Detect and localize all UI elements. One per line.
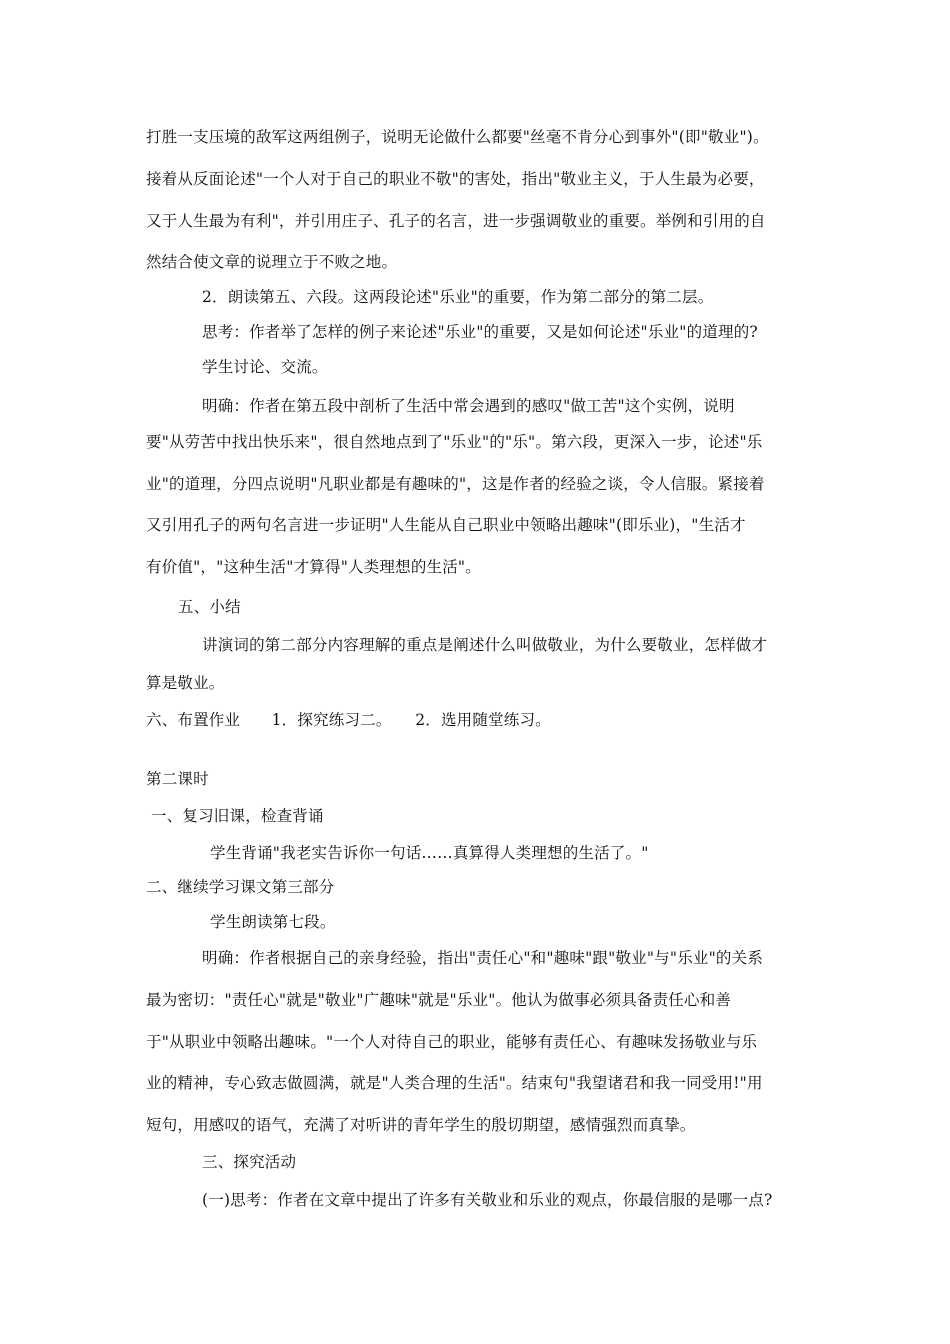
text-line: (一)思考：作者在文章中提出了许多有关敬业和乐业的观点，你最信服的是哪一点? — [202, 1191, 773, 1209]
text-line: 又引用孔子的两句名言进一步证明"人生能从自己职业中领略出趣味"(即乐业)，"生活才 — [146, 516, 746, 534]
text-line: 明确：作者在第五段中剖析了生活中常会遇到的感叹"做工苦"这个实例，说明 — [202, 397, 735, 415]
text-line: 业"的道理，分四点说明"凡职业都是有趣味的"，这是作者的经验之谈，令人信服。紧接着 — [146, 475, 765, 493]
section-heading: 六、布置作业 1．探究练习二。 2．选用随堂练习。 — [146, 711, 551, 729]
text-line: 要"从劳苦中找出快乐来"，很自然地点到了"乐业"的"乐"。第六段，更深入一步，论述"乐 — [146, 433, 763, 451]
text-line: 有价值"，"这种生活"才算得"人类理想的生活"。 — [146, 558, 481, 576]
text-line: 明确：作者根据自己的亲身经验，指出"责任心"和"趣味"跟"敬业"与"乐业"的关系 — [202, 949, 764, 967]
section-heading: 一、复习旧课，检查背诵 — [151, 807, 324, 825]
section-heading: 三、探究活动 — [202, 1153, 297, 1171]
section-heading: 五、小结 — [178, 598, 241, 616]
text-line: 讲演词的第二部分内容理解的重点是阐述什么叫做敬业，为什么要敬业，怎样做才 — [202, 636, 768, 654]
text-line: 于"从职业中领略出趣味。"一个人对待自己的职业，能够有责任心、有趣味发扬敬业与乐 — [146, 1033, 758, 1051]
text-line: 接着从反面论述"一个人对于自己的职业不敬"的害处，指出"敬业主义，于人生最为必要， — [146, 170, 765, 188]
text-line: 学生讨论、交流。 — [202, 358, 328, 376]
text-line: 最为密切："责任心"就是"敬业"广趣味"就是"乐业"。他认为做事必须具备责任心和善 — [146, 991, 732, 1009]
text-line: 又于人生最为有利"，并引用庄子、孔子的名言，进一步强调敬业的重要。举例和引用的自 — [146, 212, 766, 230]
text-line: 学生背诵"我老实告诉你一句话……真算得人类理想的生活了。" — [210, 844, 649, 862]
text-line: 2．朗读第五、六段。这两段论述"乐业"的重要，作为第二部分的第二层。 — [202, 288, 714, 306]
text-line: 算是敬业。 — [146, 674, 225, 692]
text-line: 打胜一支压境的敌军这两组例子，说明无论做什么都要"丝毫不肯分心到事外"(即"敬业")。 — [146, 128, 769, 146]
text-line: 业的精神，专心致志做圆满，就是"人类合理的生活"。结束句"我望诸君和我一同受用!"用 — [146, 1074, 763, 1092]
section-heading: 二、继续学习课文第三部分 — [146, 878, 335, 896]
text-line: 短句，用感叹的语气，充满了对听讲的青年学生的殷切期望，感情强烈而真挚。 — [146, 1116, 696, 1134]
lesson-heading: 第二课时 — [146, 770, 209, 788]
text-line: 然结合使文章的说理立于不败之地。 — [146, 253, 398, 271]
text-line: 思考：作者举了怎样的例子来论述"乐业"的重要，又是如何论述"乐业"的道理的? — [202, 323, 758, 341]
text-line: 学生朗读第七段。 — [210, 913, 336, 931]
